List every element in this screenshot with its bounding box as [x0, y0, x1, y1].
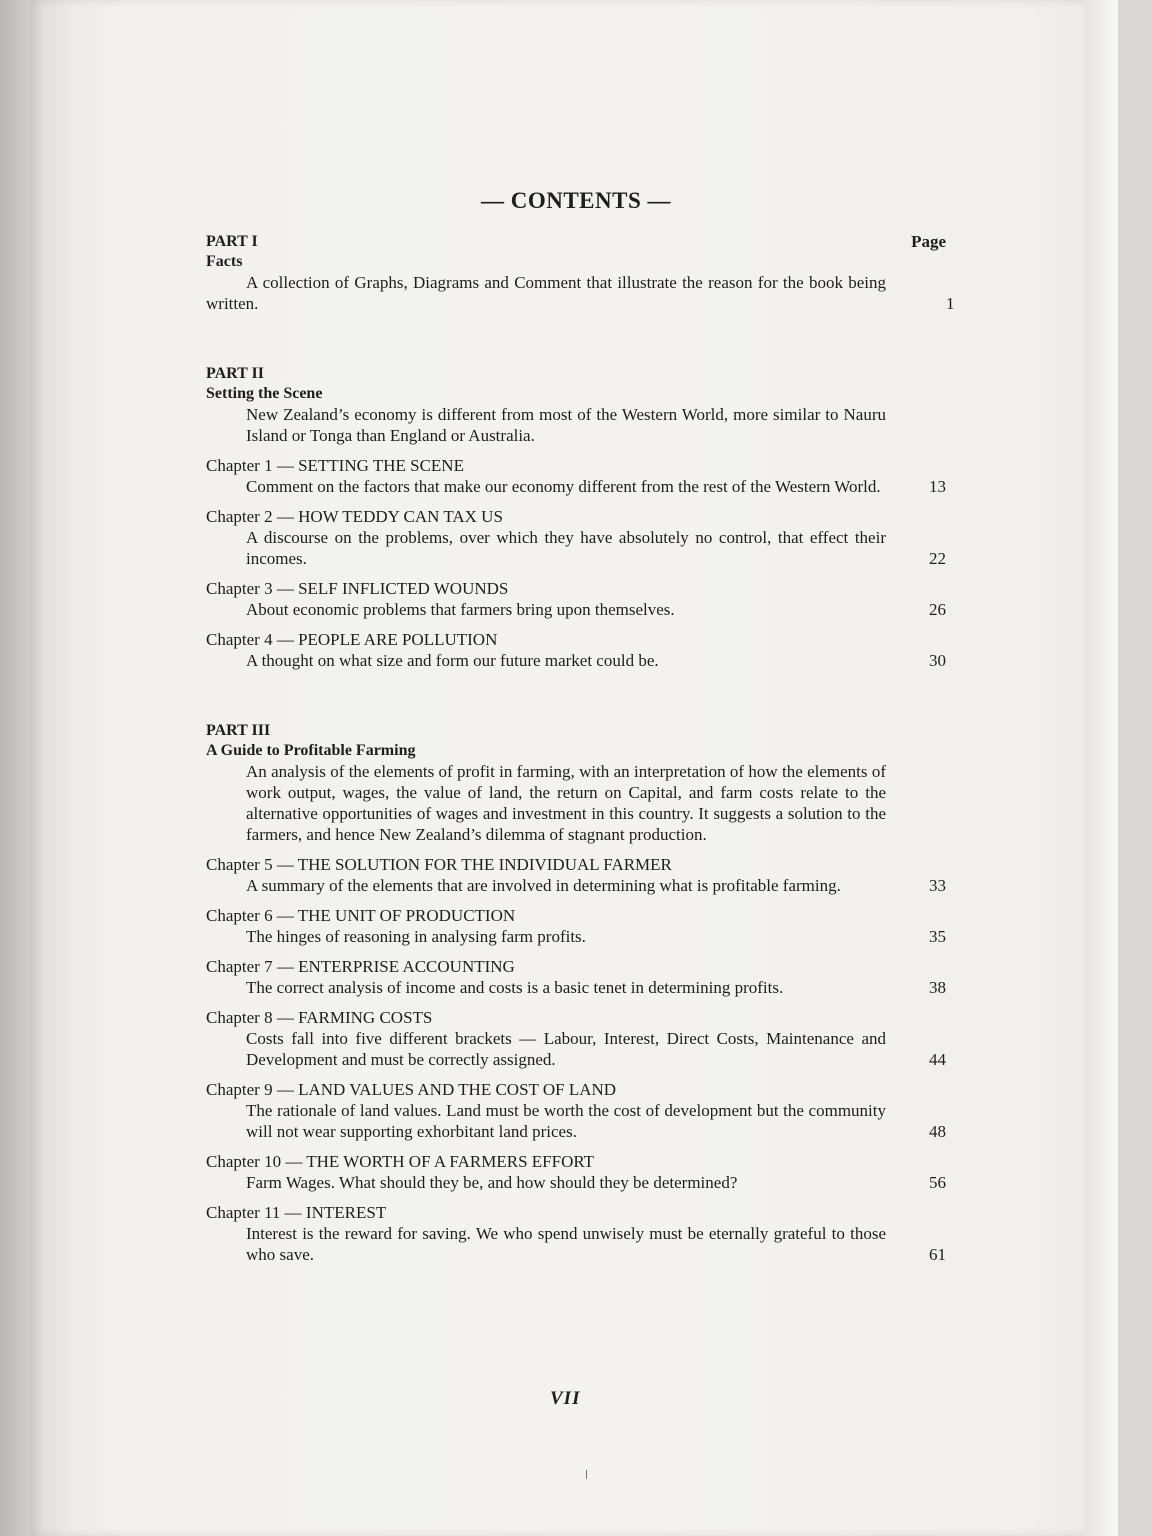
part-description: An analysis of the elements of profit in farming, with an interpretation of how the elements of work output, wages, the value of land, the return on Capital, and farm costs relate to the alternative opportunities of wages and investment in this country. It suggests a solution to the farmers, and hence New Zealand’s dilemma of stagnant production.	[246, 762, 886, 844]
chapter-entry	[206, 1079, 946, 1142]
part-description: A collection of Graphs, Diagrams and Comment that illustrate the reason for the book being written.	[206, 273, 886, 313]
chapter-entry	[206, 578, 946, 620]
page-number: 61	[929, 1245, 946, 1264]
part-label: PART I	[206, 233, 258, 250]
chapter-entry	[206, 854, 946, 896]
chapter-description: The rationale of land values. Land must be worth the cost of development but the community will not wear supporting exhorbitant land prices.	[246, 1101, 886, 1141]
chapter-entry	[206, 629, 946, 671]
chapter-entry	[206, 956, 946, 998]
chapter-description: Interest is the reward for saving. We who spend unwisely must be eternally grateful to those who save.	[246, 1224, 886, 1264]
page-number: 33	[929, 876, 946, 895]
chapter-description: Comment on the factors that make our economy different from the rest of the Western World.	[246, 477, 881, 496]
chapter-title: Chapter 7 — ENTERPRISE ACCOUNTING	[206, 957, 515, 976]
chapter-title: Chapter 6 — THE UNIT OF PRODUCTION	[206, 906, 516, 925]
chapter-description: A thought on what size and form our future market could be.	[246, 651, 659, 670]
page-column-header: Page	[911, 232, 946, 251]
page-number: 48	[929, 1122, 946, 1141]
page-number: 1	[946, 294, 955, 313]
page-number: 13	[929, 477, 946, 496]
page-edge	[1084, 0, 1118, 1536]
part-subtitle: Facts	[206, 253, 243, 270]
part-label: PART III	[206, 722, 271, 739]
chapter-title: Chapter 5 — THE SOLUTION FOR THE INDIVIDUAL FARMER	[206, 855, 672, 874]
chapter-description: A summary of the elements that are involved in determining what is profitable farming.	[246, 876, 841, 895]
chapter-entry	[206, 1151, 946, 1193]
chapter-entry	[206, 1007, 946, 1070]
chapter-title: Chapter 10 — THE WORTH OF A FARMERS EFFORT	[206, 1152, 595, 1171]
chapter-description: About economic problems that farmers bring upon themselves.	[246, 600, 675, 619]
chapter-title: Chapter 11 — INTEREST	[206, 1203, 387, 1222]
chapter-description: Farm Wages. What should they be, and how should they be determined?	[246, 1173, 738, 1192]
book-spine-shadow	[0, 0, 30, 1536]
chapter-title: Chapter 1 — SETTING THE SCENE	[206, 456, 464, 475]
chapter-description: The hinges of reasoning in analysing farm profits.	[246, 927, 586, 946]
page-number: 22	[929, 549, 946, 568]
chapter-title: Chapter 9 — LAND VALUES AND THE COST OF LAND	[206, 1080, 617, 1099]
part-subtitle: Setting the Scene	[206, 385, 323, 402]
page-number: 44	[929, 1050, 946, 1069]
page-number: 30	[929, 651, 946, 670]
chapter-description: Costs fall into five different brackets — Labour, Interest, Direct Costs, Maintenance and Development and must be correctly assigned.	[246, 1029, 886, 1069]
page-title: — CONTENTS —	[480, 188, 672, 213]
chapter-title: Chapter 8 — FARMING COSTS	[206, 1008, 433, 1027]
part-section-3	[206, 721, 946, 1265]
chapter-entry	[206, 506, 946, 569]
part-section-1	[206, 232, 955, 314]
contents-page	[206, 188, 955, 1265]
chapter-entry	[206, 1202, 946, 1265]
chapter-entry	[206, 455, 946, 497]
page-folio: VII	[550, 1388, 581, 1409]
part-subtitle: A Guide to Profitable Farming	[206, 742, 416, 759]
chapter-description: A discourse on the problems, over which they have absolutely no control, that effect their incomes.	[246, 528, 886, 568]
chapter-title: Chapter 2 — HOW TEDDY CAN TAX US	[206, 507, 503, 526]
part-label: PART II	[206, 365, 264, 382]
chapter-entry	[206, 905, 946, 947]
print-mark	[586, 1470, 587, 1479]
chapter-description: The correct analysis of income and costs is a basic tenet in determining profits.	[246, 978, 784, 997]
part-section-2	[206, 364, 946, 671]
page-number: 38	[929, 978, 946, 997]
page-number: 56	[929, 1173, 946, 1192]
page-number: 26	[929, 600, 946, 619]
part-description: New Zealand’s economy is different from most of the Western World, more similar to Nauru Island or Tonga than England or Australia.	[246, 405, 886, 445]
chapter-title: Chapter 4 — PEOPLE ARE POLLUTION	[206, 630, 498, 649]
page-number: 35	[929, 927, 946, 946]
chapter-title: Chapter 3 — SELF INFLICTED WOUNDS	[206, 579, 509, 598]
